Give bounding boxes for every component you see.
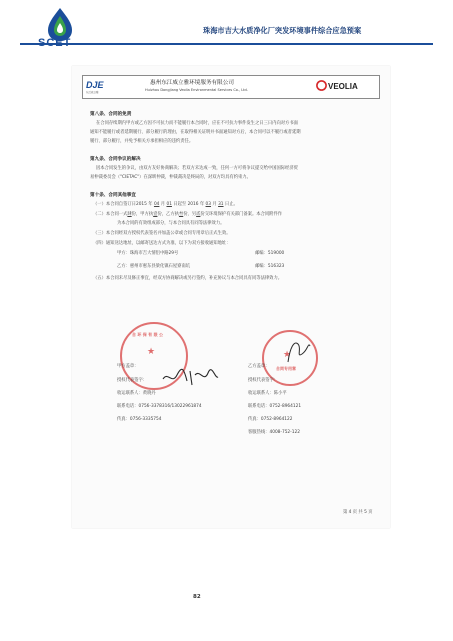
party-b-fax: 传真：0752-8964122: [248, 417, 293, 422]
effectiveness-clause: （三）本合同经双方授权代表签名并加盖公章或合同专用章后正式生效。: [93, 231, 231, 236]
term-end-day: 31: [218, 202, 224, 207]
party-b-address: 乙方：惠州市惠东县梁化镇石屋寮南坑: [117, 264, 191, 269]
notice-clause: （四）通知送达地址，以邮寄送达方式为准，以下为双方接收通知地址：: [93, 241, 231, 246]
party-b-handwritten-signature: [284, 336, 314, 366]
section-8-line-1: 在合同存续期内甲方或乙方因不可抗力而不能履行本合同时，应在不可抗力事件发生之日三日内向对方书面: [96, 121, 298, 126]
party-b-phone: 联系电话：0752-8964121: [248, 404, 302, 409]
section-9-line-1: 因本合同发生的争议，由双方友好协商解决；若双方未达成一致，任何一方可将争议提交给中国国际经济贸: [96, 166, 298, 171]
term-text-2: 月: [160, 202, 166, 207]
term-text-1: （一）本合同自签订日2015 年: [93, 202, 153, 207]
party-a-contact: 收运联系人：黄晓丹: [117, 391, 156, 396]
party-b-rep-label: 授权代表签字：: [248, 378, 279, 383]
party-a-postcode: 邮编：519000: [255, 251, 285, 256]
party-a-rep-label: 授权代表签字：: [117, 378, 148, 383]
copies-party-b: 叁: [178, 212, 184, 217]
copies-text-4: 份，另: [183, 212, 197, 217]
company-name-cn: 惠州东江威立雅环境服务有限公司: [150, 80, 234, 86]
term-text-5: 日止。: [224, 202, 238, 207]
veolia-logo-icon: [316, 80, 327, 91]
veolia-wordmark: VEOLIA: [328, 82, 358, 91]
party-a-address: 甲方：珠海市吉大情侣中路29号: [117, 251, 179, 256]
svg-text:DJE: DJE: [86, 80, 104, 90]
party-b-hotline: 客服热线：4008-752-122: [248, 430, 300, 435]
company-name-en: Huizhou Dongjiang Veolia Environmental Services Co., Ltd.: [145, 88, 248, 92]
party-a-stamp-label: 甲方盖章：: [117, 364, 139, 369]
scan-page-label: 第 4 页 共 5 页: [343, 510, 373, 515]
term-text-4: 月: [212, 202, 217, 207]
party-a-seal-star-icon: ★: [147, 347, 156, 357]
term-start-day: 01: [166, 202, 172, 207]
copies-filing: 贰: [196, 212, 201, 217]
copies-text-1: （二）本合同一式: [93, 212, 128, 217]
party-a-phone: 联系电话：0756-3378316/13022961874: [117, 404, 202, 409]
copies-clause: [93, 212, 282, 217]
term-clause: [93, 202, 238, 207]
dongjiang-logo-subtext: 东江威立雅: [86, 91, 99, 94]
party-b-contact: 收运联系人：陈小平: [248, 391, 287, 396]
section-9-title: 第九条、合同争议的解决: [90, 157, 141, 162]
copies-text-2: 份，甲方执: [131, 212, 154, 217]
party-a-seal-text: 合 环 保 有 限 公: [132, 332, 163, 337]
section-8-title: 第八条、合同的免责: [90, 112, 132, 117]
header-divider: [20, 43, 433, 45]
copies-clause-line-2: 为本合同的有效组成部分，与本合同具有同等法律效力。: [117, 221, 225, 226]
supplement-clause: （五）本合同未尽及修正事宜，经双方协商解决或另行签约，补充协议与本合同具有同等法律效力。: [93, 276, 283, 281]
term-text-3: 日起至 2016 年: [173, 202, 205, 207]
section-8-line-2: 通知不能履行或者延期履行、部分履行的理由，在取得相关证明并书面通知对方后，本合同可以不履行或者延期: [90, 130, 301, 135]
copies-party-a: 壹: [153, 212, 158, 217]
term-start-month: 04: [153, 202, 160, 207]
party-a-fax: 传真：0756-3335754: [117, 417, 162, 422]
party-b-postcode: 邮编：516323: [255, 264, 285, 269]
page-number: 82: [193, 594, 201, 600]
report-title: 珠海市吉大水质净化厂突发环境事件综合应急预案: [203, 26, 362, 35]
party-b-seal-text: 合同专用章: [276, 366, 296, 371]
term-end-month: 03: [205, 202, 212, 207]
scanned-contract-page: [72, 66, 390, 528]
section-8-line-3: 履行、部分履行，并免予相关方承担相应的违约责任。: [90, 139, 194, 144]
party-a-handwritten-signature: [160, 365, 220, 389]
copies-text-5: 份交环境保护有关部门备案。本合同附件作: [200, 212, 283, 217]
copies-text-3: 份，乙方执: [157, 212, 179, 217]
party-b-seal-star-icon: ★: [283, 350, 292, 360]
section-10-title: 第十条、合同其他事宜: [90, 193, 136, 198]
copies-total: 肆: [127, 212, 132, 217]
section-9-line-2: 易仲裁委员会（"CIETAC"）在深圳仲裁，仲裁裁决是终局的，对双方均具有约束力。: [90, 175, 251, 180]
party-b-stamp-label: 乙方盖章：: [248, 364, 270, 369]
